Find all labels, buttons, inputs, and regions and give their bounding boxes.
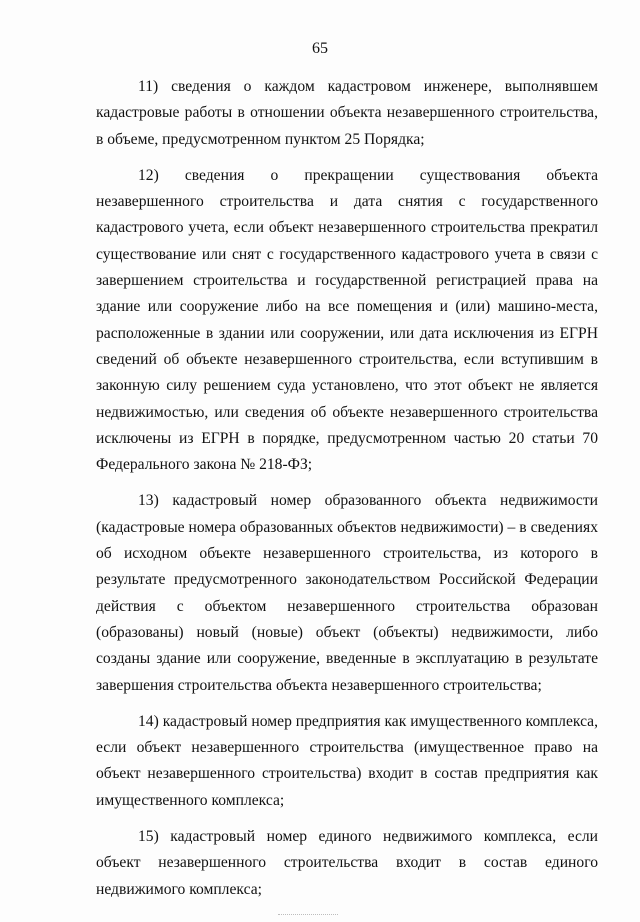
document-body: [96, 74, 598, 913]
scan-artifact-divider: [278, 914, 338, 917]
paragraph-item-15: 15) кадастровый номер единого недвижимого комплекса, если объект незавершенного строительства входит в состав единого недвижимого комплекса;: [96, 828, 598, 898]
paragraph-item-14: 14) кадастровый номер предприятия как имущественного комплекса, если объект незавершенного строительства (имущественное право на объект незавершенного строительства) входит в состав предприятия как имущественного комплекса;: [96, 712, 598, 809]
paragraph-item-12: 12) сведения о прекращении существования объекта незавершенного строительства и дата снятия с государственного кадастрового учета, если объект незавершенного строительства прекратил существование или снят с государственного кадастрового учета в связи с завершением строительства и государственной регистрацией права на здание или сооружение либо на все помещения и (или) машино-места, расположенные в здании или сооружении, или дата исключения из ЕГРН сведений об объекте незавершенного строительства, если вступившим в законную силу решением суда установлено, что этот объект не является недвижимостью, или сведения об объекте незавершенного строительства исключены из ЕГРН в порядке, предусмотренном частью 20 статьи 70 Федерального закона № 218-ФЗ;: [96, 166, 598, 474]
paragraph-item-13: 13) кадастровый номер образованного объекта недвижимости (кадастровые номера образованных объектов недвижимости) – в сведениях об исходном объекте незавершенного строительства, из которого в результате предусмотренного законодательством Российской Федерации действия с объектом незавершенного строительства образован (образованы) новый (новые) объект (объекты) недвижимости, либо созданы здание или сооружение, введенные в эксплуатацию в результате завершения строительства объекта незавершенного строительства;: [96, 492, 598, 694]
paragraph-item-11: 11) сведения о каждом кадастровом инженере, выполнявшем кадастровые работы в отношении объекта незавершенного строительства, в объеме, предусмотренном пунктом 25 Порядка;: [96, 78, 598, 148]
page-number: 65: [312, 40, 328, 57]
